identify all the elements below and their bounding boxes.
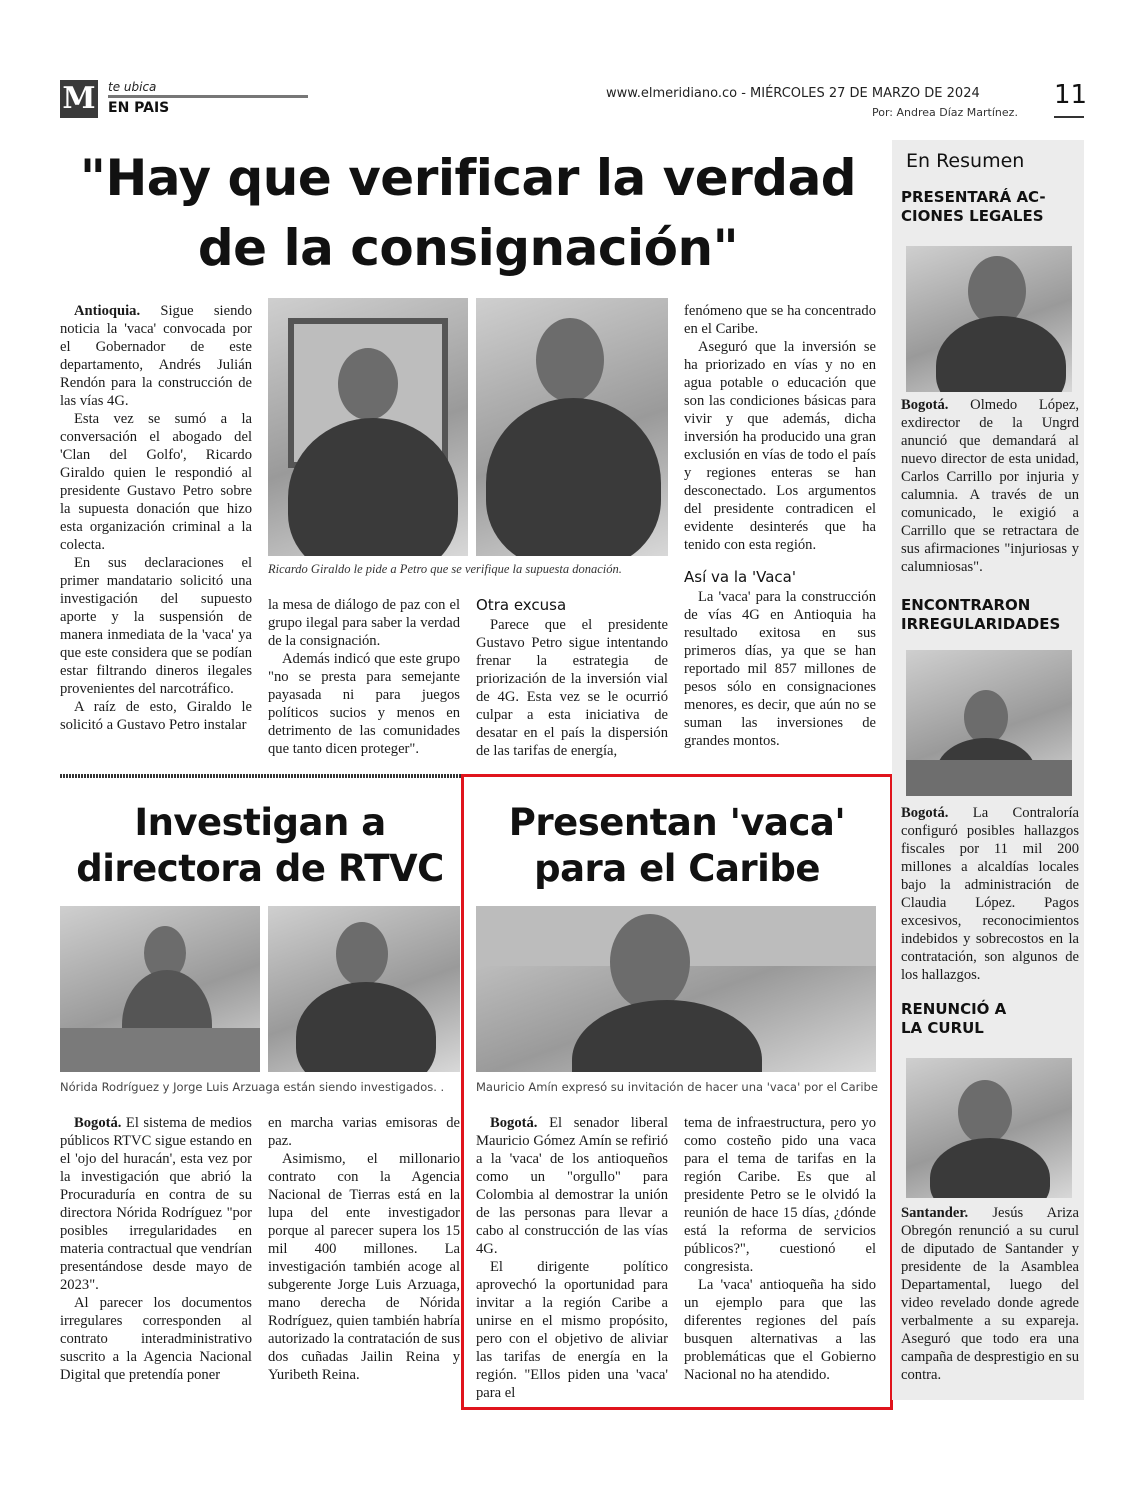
sidebar-en-resumen [892, 140, 1084, 1400]
sidebar-item2-title: ENCONTRARON IRREGULARIDADES [901, 596, 1061, 633]
photo-gustavo-petro [476, 298, 668, 556]
section-name: EN PAIS [108, 100, 170, 116]
photo-jesus-ariza [906, 1058, 1072, 1198]
rtvc-col1: Bogotá. El sistema de medios públicos RTVC sigue estando en el 'ojo del huracán', esta vez por la investigación que abrió la Procuraduría en contra de su directora Nórida Rodríguez "por posibles irregularidades en materia contractual que vendrían presentándose desde mayo de 2023". Al parecer los documentos irregulares corresponden al contrato interadministrativo suscrito a la Agencia Nacional Digital que pretendía poner [60, 1115, 252, 1383]
sidebar-item2-text: Bogotá. La Contraloría configuró posibles hallazgos fiscales por 11 mil 200 millones a alcaldías locales bajo la administración de Claudia López. Pagos excesivos, reconocimientos indebidos y sobrecostos en la contratación, son algunos de los hallazgos. [901, 805, 1079, 983]
photo-ricardo-giraldo [268, 298, 468, 556]
subhead-otra-excusa: Otra excusa [476, 596, 567, 614]
caribe-col2: tema de infraestructura, pero yo como costeño pido una vaca para el tema de tarifas en la región Caribe. Es que al presidente Petro se le olvidó la reunión de hace 15 días, ¿dónde está la reforma de servicios públicos?", cuestionó el congresista. La 'vaca' antioqueña ha sido un ejemplo para que las diferentes regiones del país busquen alternativas a las problemáticas que el Gobierno Nacional no ha atendido. [684, 1115, 876, 1383]
main-headline-line1: "Hay que verificar la verdad [79, 149, 857, 207]
sidebar-item1-text: Bogotá. Olmedo López, exdirector de la Ungrd anunció que demandará al nuevo director de esta unidad, Carlos Carrillo por injuria y calumnia. A través de un comunicado, le exigió a Carrillo que se retractara de sus afirmaciones "injuriosas y calumniosas". [901, 397, 1079, 575]
rtvc-caption: Nórida Rodríguez y Jorge Luis Arzuaga están siendo investigados. . [60, 1080, 445, 1094]
rtvc-col2: en marcha varias emisoras de paz. Asimismo, el millonario contrato con la Agencia Nacional de Tierras está en la lupa del ente investigador porque al parecer supera los 15 mil 400 millones. La investigación también acoge al subgerente Jorge Luis Arzuaga, mano derecha de Nórida Rodríguez, quien también habría autorizado la contratación de sus dos cuñadas Jailin Reina y Yuribeth Reina. [268, 1115, 460, 1383]
main-col3: Otra excusa Parece que el presidente Gustavo Petro sigue intentando frenar la estrategia de priorización de la inversión vial de 4G. Esta vez se le ocurrió culpar a esta iniciativa de desatar en el país la dispersión de las tarifas de energía, [476, 596, 668, 759]
logo: M [60, 80, 98, 118]
byline: Por: Andrea Díaz Martínez. [872, 106, 1018, 119]
sidebar-title: En Resumen [906, 150, 1025, 172]
caribe-headline: Presentan 'vaca' para el Caribe [508, 801, 846, 890]
section-rule [108, 95, 308, 98]
rtvc-headline: Investigan a directora de RTVC [76, 801, 444, 890]
main-photo-caption: Ricardo Giraldo le pide a Petro que se verifique la supuesta donación. [268, 562, 622, 576]
photo-mauricio-amin [476, 906, 876, 1072]
caribe-col1: Bogotá. El senador liberal Mauricio Gómez Amín se refirió a la 'vaca' de los antioqueños como un "orgullo" para Colombia al demostrar la unión de las personas para llevar a cabo al construcción de las vías 4G. El dirigente político aprovechó la oportunidad para invitar a la región Caribe a unirse en el mismo propósito, pero con el objetivo de aliviar las tarifas de energía en la región. "Ellos piden una 'vaca' para el [476, 1115, 668, 1401]
main-headline [50, 143, 886, 283]
main-col2: la mesa de diálogo de paz con el grupo ilegal para saber la verdad de la consignación. Además indicó que este grupo "no se presta para semejante payasada ni para juegos políticos sucios y menos en detrimento de las comunidades que tanto dicen proteger". [268, 597, 460, 757]
main-col4: fenómeno que se ha concentrado en el Caribe. Aseguró que la inversión se ha priorizado en vías y no en agua potable o educación que son las condiciones básicas para vivir y que además, dicha inversión ha producido una gran exclusión en vías de todo el país y regiones enteras se han desconectado. Los argumentos del presidente contradicen el evidente desinterés que ha tenido con esta región. Así va la 'Vaca' La 'vaca' para la construcción de vías 4G en Antioquia ha resultado exitosa en sus primeros días, ya que se han reportado mil 857 millones de pesos sólo en consignaciones menores, es decir, que aún no se suman las inversiones de grandes montos. [684, 303, 876, 749]
subhead-asi-va-la-vaca: Así va la 'Vaca' [684, 568, 796, 586]
masthead [60, 80, 1088, 120]
caribe-caption: Mauricio Amín expresó su invitación de hacer una 'vaca' por el Caribe [476, 1080, 878, 1094]
sidebar-item3-text: Santander. Jesús Ariza Obregón renunció a su curul de diputado de Santander y presidente de la Asamblea Departamental, luego del video revelado donde agrede verbalmente a su expareja. Aseguró que todo era una campaña de desprestigio en su contra. [901, 1205, 1079, 1383]
main-headline-line2: de la consignación" [197, 219, 739, 277]
photo-jorge-luis-arzuaga [268, 906, 460, 1072]
photo-claudia-lopez [906, 650, 1072, 796]
page-number-rule [1054, 116, 1084, 118]
page-number: 11 [1054, 80, 1088, 110]
section-divider [60, 774, 464, 778]
sidebar-item1-title: PRESENTARÁ AC- CIONES LEGALES [901, 188, 1046, 225]
sidebar-item3-title: RENUNCIÓ A LA CURUL [901, 1000, 1007, 1037]
photo-olmedo-lopez [906, 246, 1072, 392]
site-date: www.elmeridiano.co - MIÉRCOLES 27 DE MARZO DE 2024 [606, 86, 980, 101]
photo-norida-rodriguez [60, 906, 260, 1072]
main-col1-lead: Antioquia. [74, 303, 141, 319]
main-col1: Antioquia. Sigue siendo noticia la 'vaca' convocada por el Gobernador de este departamento, Andrés Julián Rendón para la construcción de las vías 4G. Esta vez se sumó a la conversación el abogado del 'Clan del Golfo', Ricardo Giraldo quien le respondió al presidente Gustavo Petro sobre la supuesta donación que hizo esta organización criminal a la colecta. En sus declaraciones el primer mandatario solicitó una investigación del supuesto aporte y la suspensión de manera inmediata de la 'vaca' ya que este considera que se podían estar filtrando dineros ilegales provenientes del narcotráfico. A raíz de esto, Giraldo le solicitó a Gustavo Petro instalar [60, 303, 252, 733]
section-top: te ubica [108, 80, 157, 94]
